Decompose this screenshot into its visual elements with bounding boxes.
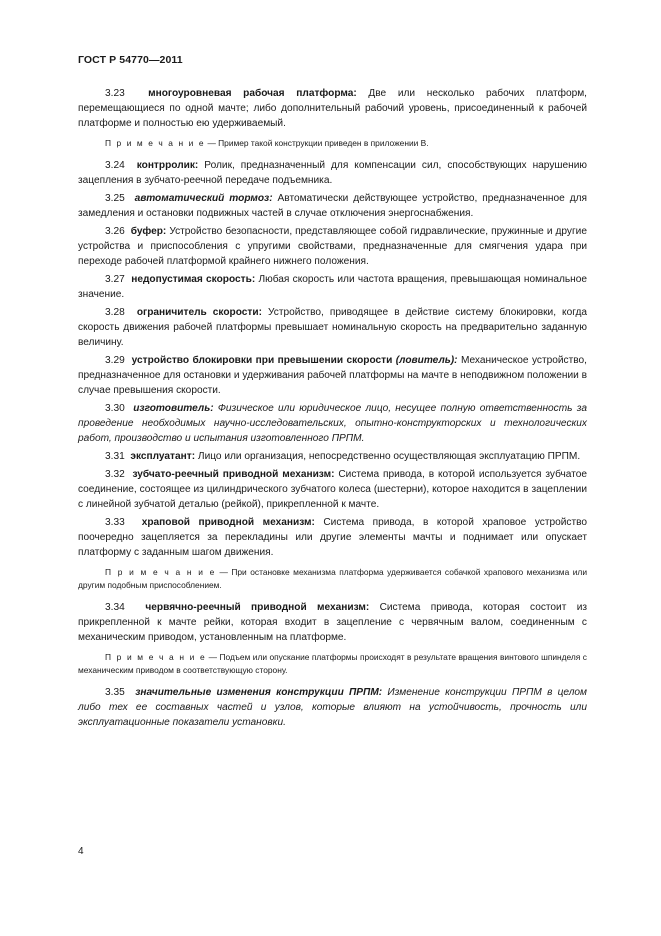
definition-text: Ролик, предназначенный для компенсации сил, способствующих нарушению зацепления в зубчато-реечной передаче подъемника. bbox=[78, 160, 587, 186]
term: буфер: bbox=[130, 226, 167, 237]
note-text: — Подъем или опускание платформы происходят в результате вращения винтового шпинделя с механическим приводом в соответствующую сторону. bbox=[78, 652, 587, 675]
term: автоматический тормоз: bbox=[134, 193, 273, 204]
term: недопустимая скорость: bbox=[131, 274, 256, 285]
term: ограничитель скорости: bbox=[136, 307, 262, 318]
note-label: П р и м е ч а н и е bbox=[105, 652, 207, 662]
document-code: ГОСТ Р 54770—2011 bbox=[78, 54, 183, 66]
item-number: 3.23 bbox=[105, 88, 125, 99]
term: храповой приводной механизм: bbox=[141, 517, 315, 528]
term: значительные изменения конструкции ПРПМ: bbox=[135, 687, 383, 698]
note bbox=[78, 137, 587, 150]
term: многоуровневая рабочая платформа: bbox=[148, 88, 357, 99]
definition-3-30 bbox=[78, 401, 587, 446]
item-number: 3.24 bbox=[105, 160, 125, 171]
item-number: 3.35 bbox=[105, 687, 125, 698]
term: изготовитель: bbox=[133, 403, 214, 414]
definition-3-33 bbox=[78, 515, 587, 560]
item-number: 3.26 bbox=[105, 226, 125, 237]
definition-text: Физическое или юридическое лицо, несущее полную ответственность за проведение необходимых научно-исследовательских, опытно-конструкторских и технологических работ, производство и испытания изготовленного ПРПМ. bbox=[78, 403, 587, 444]
definition-text: Любая скорость или частота вращения, превышающая номинальное значение. bbox=[78, 274, 588, 300]
definition-text: Автоматически действующее устройство, предназначенное для замедления и остановки подвижных частей в случае отключения энергоснабжения. bbox=[78, 193, 587, 219]
definition-3-25 bbox=[78, 191, 587, 221]
definition-text: Устройство безопасности, представляющее собой гидравлические, пружинные и другие устройства и приспособления с упругими свойствами, предназначенные для смягчения удара при переходе рабочей платформой крайнего нижнего положения. bbox=[78, 226, 587, 267]
definition-3-27 bbox=[78, 272, 587, 302]
note bbox=[78, 566, 587, 592]
note-text: — Пример такой конструкции приведен в приложении В. bbox=[207, 138, 429, 148]
definition-text: Система привода, в которой храповое устройство поочередно зацепляется за перекладины или другие элементы мачты и поднимает или опускает платформу с заданным шагом движения. bbox=[78, 517, 587, 558]
term: зубчато-реечный приводной механизм: bbox=[132, 469, 335, 480]
term: устройство блокировки при превышении скорости bbox=[131, 355, 393, 366]
item-number: 3.28 bbox=[105, 307, 125, 318]
definition-3-29 bbox=[78, 353, 587, 398]
definition-text: Две или несколько рабочих платформ, перемещающиеся по одной мачте; либо дополнительный рабочий уровень, присоединенный к рабочей платформе и полностью ею удерживаемый. bbox=[78, 88, 587, 129]
note-label: П р и м е ч а н и е bbox=[105, 138, 206, 148]
item-number: 3.31 bbox=[105, 451, 125, 462]
definition-text: Устройство, приводящее в действие систему блокировки, когда скорость движения рабочей платформы превышает номинальную скорость на предварительно заданную величину. bbox=[78, 307, 588, 348]
definition-3-35 bbox=[78, 685, 587, 730]
page-body bbox=[78, 86, 587, 733]
definition-3-26 bbox=[78, 224, 587, 269]
item-number: 3.27 bbox=[105, 274, 125, 285]
definition-3-28 bbox=[78, 305, 587, 350]
definition-text: Механическое устройство, предназначенное для остановки и удерживания рабочей платформы на мачте в неподвижном положении в случае превышения скорости. bbox=[78, 355, 587, 396]
definition-3-23 bbox=[78, 86, 587, 131]
definition-text: Изменение конструкции ПРПМ в целом либо тех ее составных частей и узлов, которые влияют на устойчивость, прочность или эксплуатационные показатели установки. bbox=[78, 687, 587, 728]
item-number: 3.29 bbox=[105, 355, 125, 366]
page-number: 4 bbox=[78, 846, 84, 857]
item-number: 3.30 bbox=[105, 403, 125, 414]
item-number: 3.34 bbox=[105, 602, 125, 613]
item-number: 3.33 bbox=[105, 517, 125, 528]
term: контрролик: bbox=[136, 160, 199, 171]
definition-text: Система привода, которая состоит из прикрепленной к мачте рейки, которая входит в зацепление с червячным валом, соединенным с механическим приводом, установленным на платформе. bbox=[78, 602, 587, 643]
definition-3-32 bbox=[78, 467, 587, 512]
definition-text: Лицо или организация, непосредственно осуществляющая эксплуатацию ПРПМ. bbox=[197, 451, 581, 462]
note bbox=[78, 651, 587, 677]
note-text: — При остановке механизма платформа удерживается собачкой храпового механизма или другим подобным приспособлением. bbox=[78, 567, 587, 590]
item-number: 3.32 bbox=[105, 469, 125, 480]
definition-text: Система привода, в которой используется зубчатое соединение, состоящее из цилиндрического зубчатого колеса (шестерни), которое находится в зацеплении с линейной зубчатой деталью (рейкой), прикрепленной к мачте. bbox=[78, 469, 587, 510]
term: эксплуатант: bbox=[130, 451, 196, 462]
term-alt: (ловитель): bbox=[395, 355, 458, 366]
definition-3-31 bbox=[78, 449, 587, 464]
term: червячно-реечный приводной механизм: bbox=[145, 602, 370, 613]
definition-3-24 bbox=[78, 158, 587, 188]
note-label: П р и м е ч а н и е bbox=[105, 567, 216, 577]
item-number: 3.25 bbox=[105, 193, 125, 204]
definition-3-34 bbox=[78, 600, 587, 645]
